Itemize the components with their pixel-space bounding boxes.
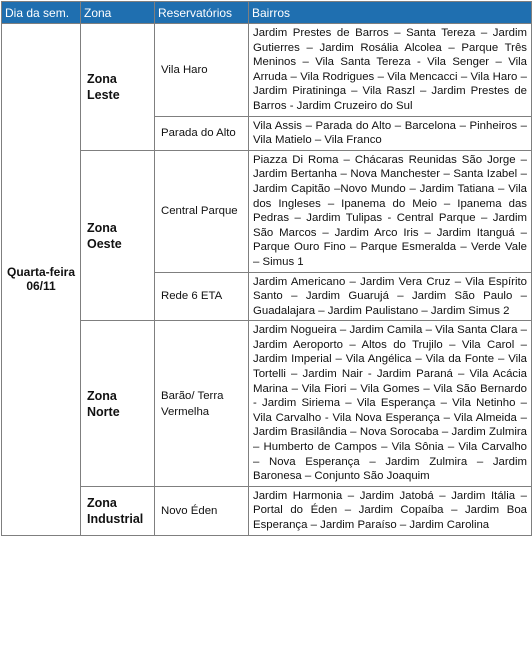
table-row — [2, 486, 532, 535]
zone-cell-industrial: Zona Industrial — [81, 486, 155, 535]
header-zone: Zona — [81, 2, 155, 24]
bairros-cell: Piazza Di Roma – Chácaras Reunidas São Jorge – Jardim Bertanha – Nova Manchester – Santa Izabel – Jardim Capitão –Novo Mundo – Jardim Tatiana – Vila dos Ingleses – Ipanema do Meio – Ipanema das Pedras – Jardim Tulipas - Central Parque – Jardim São Marcos – Jardim Arco Iris – Jardim Itanguá – Parque Ouro Fino – Parque Esmeralda – Verde Vale – Simus 1 — [249, 150, 532, 272]
header-bairros: Bairros — [249, 2, 532, 24]
reservoir-cell: Barão/ Terra Vermelha — [155, 321, 249, 487]
header-row — [2, 2, 532, 24]
bairros-cell: Jardim Prestes de Barros – Santa Tereza – Jardim Gutierres – Jardim Rosália Alcolea – Parque Três Meninos – Vila Santa Tereza - Vila Senger – Vila Arruda – Vila Rodrigues – Vila Mencacci – Vila Haro – Jardim Piratininga – Vila Raszl – Jardim Prestes de Barros - Jardim Cruzeiro do Sul — [249, 24, 532, 117]
table-row — [2, 150, 532, 272]
bairros-cell: Jardim Nogueira – Jardim Camila – Vila Santa Clara – Jardim Aeroporto – Altos do Trujilo – Vila Carol – Jardim Imperial – Vila Angélica – Vila da Fonte – Vila Tortelli – Jardim Nair - Jardim Paraná – Vila Acácia Marina – Vila Fiori – Vila Gomes – Vila São Bernardo - Jardim Siriema – Vila Esperança – Vila Netinho – Vila Carvalho - Vila Nova Esperança – Vila Almeida – Jardim Brasilândia – Nova Sorocaba – Jardim Zulmira – Humberto de Campos – Vila Sônia – Vila Carvalho – Nova Esperança – Jardim Zulmira – Jardim Baronesa – Conjunto São Joaquim — [249, 321, 532, 487]
day-cell: Quarta-feira 06/11 — [2, 24, 81, 536]
zone-cell-leste: Zona Leste — [81, 24, 155, 151]
table-row — [2, 24, 532, 117]
reservoir-cell: Vila Haro — [155, 24, 249, 117]
header-day: Dia da sem. — [2, 2, 81, 24]
bairros-cell: Jardim Americano – Jardim Vera Cruz – Vila Espírito Santo – Jardim Guarujá – Jardim São Paulo – Guadalajara – Jardim Paulistano – Jardim Simus 2 — [249, 272, 532, 321]
reservoir-cell: Central Parque — [155, 150, 249, 272]
bairros-cell: Jardim Harmonia – Jardim Jatobá – Jardim Itália – Portal do Éden – Jardim Copaíba – Jardim Boa Esperança – Jardim Paraíso – Jardim Carolina — [249, 486, 532, 535]
zone-cell-norte: Zona Norte — [81, 321, 155, 487]
zone-cell-oeste: Zona Oeste — [81, 150, 155, 321]
reservoir-cell: Novo Éden — [155, 486, 249, 535]
schedule-table — [1, 1, 532, 536]
reservoir-cell: Rede 6 ETA — [155, 272, 249, 321]
table-row — [2, 321, 532, 487]
header-reservoirs: Reservatórios — [155, 2, 249, 24]
bairros-cell: Vila Assis – Parada do Alto – Barcelona – Pinheiros – Vila Matielo – Vila Franco — [249, 116, 532, 150]
reservoir-cell: Parada do Alto — [155, 116, 249, 150]
